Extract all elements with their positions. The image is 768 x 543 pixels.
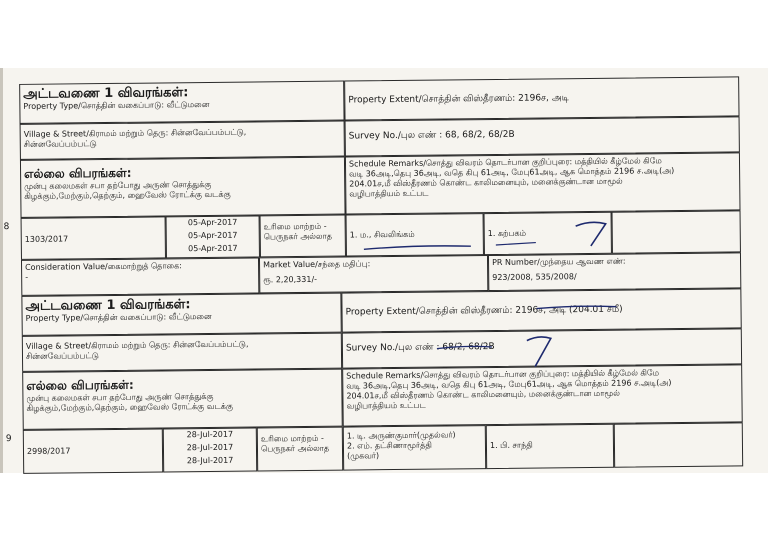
village-street-line-2: சின்னவேப்பம்பட்டு xyxy=(23,139,97,149)
empty-volume-cell xyxy=(614,422,743,467)
encumbrance-table xyxy=(3,62,743,473)
consideration-label: Consideration Value/கைமாற்றுத் தொகை: xyxy=(25,261,182,272)
empty-volume-cell xyxy=(612,210,741,253)
nature-line-1: உரிமை மாற்றம் - xyxy=(260,433,324,444)
claimant-cell xyxy=(484,212,612,255)
property-type: Property Type/சொத்தின் வகைப்பாடு: வீட்டுமனை xyxy=(25,311,212,323)
pr-number-cell xyxy=(488,252,741,291)
remarks-line-3: 204.01ச,மீ விஸ்தீரணம் கொண்ட காலிமனையும், மனைக்குண்டான மாமூல் xyxy=(346,388,620,401)
survey-number: Survey No./புல எண் : 68/2, 68/2B xyxy=(345,341,495,354)
schedule-heading: அட்டவணை 1 விவரங்கள்: xyxy=(25,297,191,314)
market-value-label: Market Value/சந்தை மதிப்பு: xyxy=(263,259,371,270)
schedule-remarks-cell xyxy=(345,152,741,214)
boundary-heading: எல்லை விபரங்கள்: xyxy=(26,377,134,393)
survey-no-cell xyxy=(345,116,740,156)
property-extent: Property Extent/சொத்தின் விஸ்தீரணம்: 2196ச, அடி xyxy=(348,93,569,106)
village-street-cell xyxy=(20,121,345,160)
executant-name-1: 1. டி. அருண்குமார்(முதல்வர்) xyxy=(346,430,456,441)
pr-number-label: PR Number/முந்தைய ஆவண எண்: xyxy=(491,256,626,268)
execution-date: 05-Apr-2017 xyxy=(187,217,238,228)
nature-cell xyxy=(260,215,346,258)
executant-role: (முகவர்) xyxy=(347,451,380,461)
remarks-line-1: Schedule Remarks/சொத்து விவரம் தொடர்பான குறிப்புரை: மத்தியில் கீழ்மேல் கிமே xyxy=(346,368,660,381)
executant-name: 1. ம., சிவலிங்கம் xyxy=(349,229,415,240)
boundary-cell xyxy=(20,157,346,218)
nature-line-2: பெருநகர் அல்லாத xyxy=(263,231,332,242)
claimant-cell xyxy=(486,424,614,469)
dates-cell xyxy=(163,427,257,472)
presentation-date: 05-Apr-2017 xyxy=(187,230,238,241)
property-extent-cell xyxy=(344,76,739,120)
presentation-date: 28-Jul-2017 xyxy=(186,442,234,453)
boundary-heading: எல்லை விபரங்கள்: xyxy=(24,165,132,181)
consideration-cell xyxy=(21,257,259,295)
remarks-line-4: வழிபாத்தியம் உட்பட xyxy=(346,400,426,411)
remarks-line-4: வழிபாத்தியம் உட்பட xyxy=(349,188,429,199)
market-value-cell xyxy=(259,255,488,293)
schedule-heading: அட்டவணை 1 விவரங்கள்: xyxy=(23,85,189,102)
execution-date: 28-Jul-2017 xyxy=(186,429,234,440)
remarks-line-2: வடி 36அடி,தெபு 36அடி, வதெ கிபு 61அடி, மேபு61அடி, ஆக மொத்தம் 2196 ச.அடி(அ) xyxy=(349,166,675,179)
boundary-cell xyxy=(22,369,343,430)
registration-date: 05-Apr-2017 xyxy=(188,243,238,254)
property-extent: Property Extent/சொத்தின் விஸ்தீரணம்: 2196ச, அடி (204.01 சமீ) xyxy=(345,304,623,318)
executant-name-2: 2. எம். தட்சிணாமூர்த்தி xyxy=(346,440,432,451)
registration-date: 28-Jul-2017 xyxy=(186,455,234,466)
village-street-line-1: Village & Street/கிராமம் மற்றும் தெரு: சின்னவேப்பம்பட்டு, xyxy=(25,339,249,351)
document-number: 2998/2017 xyxy=(26,446,71,456)
consideration-value: - xyxy=(25,272,29,282)
row-index: 9 xyxy=(5,434,12,445)
nature-line-2: பெருநகர் அல்லாத xyxy=(260,443,330,454)
document-photo xyxy=(0,68,768,473)
boundary-line-1: முன்பு கலைமகள் சபா தற்போது அருண் சொத்துக்கு xyxy=(24,179,212,191)
schedule-header-cell xyxy=(21,293,341,336)
nature-cell xyxy=(257,427,343,472)
boundary-line-2: கிழக்கும்,மேற்கும்,தெற்கும், ஹைவேஸ் ரோட்க்கு வடக்கு xyxy=(26,401,233,413)
survey-no-cell xyxy=(342,328,742,368)
boundary-line-2: கிழக்கும்,மேற்கும்,தெற்கும், ஹைவேஸ் ரோட்க்கு வடக்கு xyxy=(24,189,231,201)
schedule-remarks-cell xyxy=(342,364,743,426)
remarks-line-3: 204.01ச,மீ விஸ்தீரணம் கொண்ட காலிமனையும், மனைக்குண்டான மாமூல் xyxy=(349,176,623,189)
row-index: 8 xyxy=(3,222,10,233)
document-number-cell xyxy=(23,428,163,473)
property-type: Property Type/சொத்தின் வகைப்பாடு: வீட்டுமனை xyxy=(23,99,210,111)
market-value: ரூ. 2,20,331/- xyxy=(263,274,318,285)
claimant-name: 1. பி. சாந்தி xyxy=(489,440,533,451)
survey-number: Survey No./புல எண் : 68, 68/2, 68/2B xyxy=(348,129,515,142)
boundary-line-1: முன்பு கலைமகள் சபா தற்போது அருண் சொத்துக்கு xyxy=(26,391,214,403)
remarks-line-2: வடி 36அடி,தெபு 36அடி, வதெ கிபு 61அடி, மேபு61அடி, ஆக மொத்தம் 2196 ச.அடி(அ) xyxy=(346,378,672,391)
document-number: 1303/2017 xyxy=(24,234,69,244)
document-number-cell xyxy=(21,216,166,260)
dates-cell xyxy=(166,215,260,258)
property-extent-cell xyxy=(341,288,741,332)
schedule-header-cell xyxy=(19,81,344,124)
executant-cell xyxy=(346,213,484,256)
remarks-line-1: Schedule Remarks/சொத்து விவரம் தொடர்பான குறிப்புரை: மத்தியில் கீழ்மேல் கிமே xyxy=(348,156,662,169)
village-street-line-1: Village & Street/கிராமம் மற்றும் தெரு: சின்னவேப்பம்பட்டு, xyxy=(23,127,247,139)
page-edge-shadow xyxy=(0,68,3,473)
village-street-cell xyxy=(22,333,342,372)
claimant-name: 1. கற்பகம் xyxy=(487,228,527,239)
executant-cell xyxy=(343,425,486,470)
village-street-line-2: சின்னவேப்பம்பட்டு xyxy=(25,351,99,361)
pr-number: 923/2008, 535/2008/ xyxy=(492,272,577,283)
nature-line-1: உரிமை மாற்றம் - xyxy=(263,221,327,232)
